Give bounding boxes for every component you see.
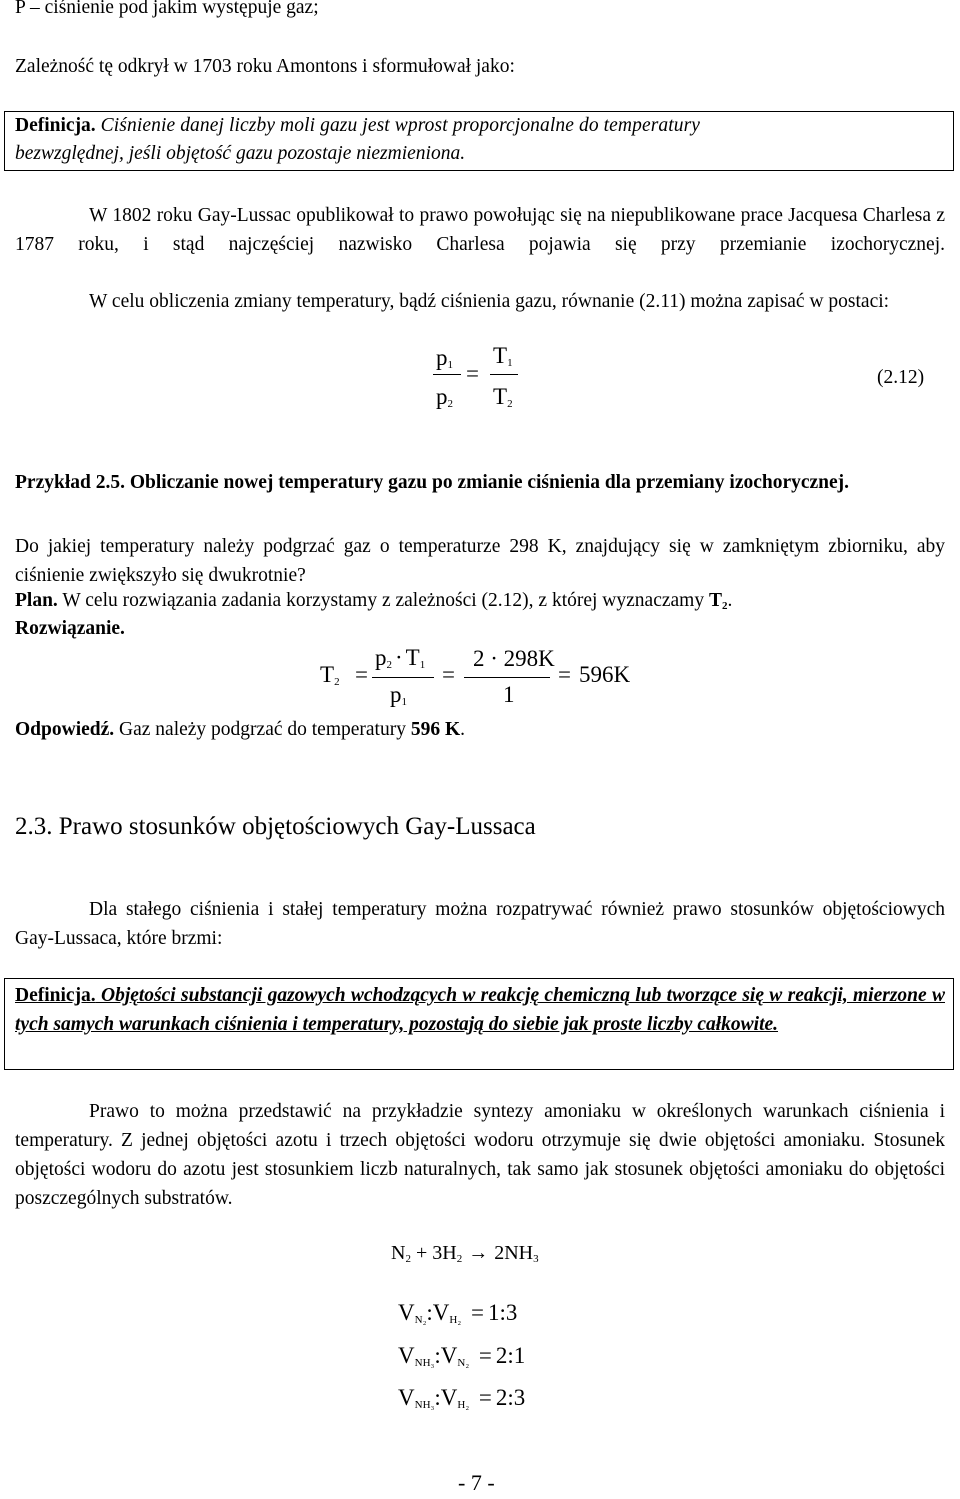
plan-end: . (727, 590, 733, 611)
sol-lhs: T (320, 662, 335, 687)
ratio-row (398, 1384, 525, 1412)
ratio-b-sub: H₂ (449, 1314, 462, 1326)
plan-T-sub: 2 (721, 600, 728, 612)
ratio-b: V (440, 1385, 458, 1410)
sol-num-T-sub: 1 (419, 659, 426, 671)
paragraph-ammonia: Prawo to można przedstawić na przykładzie syntezy amoniaku w określonych warunkach ciśnienia i temperatury. Z jednej objętości azotu i trzech objętości wodoru otrzymuje się dwie objętości amoniaku. Stosunek objętości wodoru do azotu jest stosunkiem liczb naturalnych, tak samo jak stosunek objętości amoniaku do objętości poszczególnych substratów. (15, 1101, 945, 1209)
answer-label: Odpowiedź. (15, 719, 115, 740)
definition-2-text: Objętości substancji gazowych wchodzących w reakcję chemiczną lub tworzące się w reakcji, mierzone w tych samych warunkach ciśnienia i temperatury, pozostają do siebie jak proste liczby całkowite. (15, 985, 945, 1035)
definition-1-text-a: Ciśnienie danej liczby moli gazu jest wprost proporcjonalne do temperatury (95, 115, 701, 136)
ratio-a-sub: NH₃ (414, 1399, 435, 1411)
line-amontons: Zależność tę odkrył w 1703 roku Amontons i sformułował jako: (15, 56, 515, 77)
solution-label: Rozwiązanie. (15, 618, 125, 639)
reaction-n: N (391, 1242, 406, 1264)
sol-fraction-line-1 (372, 677, 434, 678)
ratio-value: 1:3 (487, 1300, 518, 1325)
plan-T: T (708, 590, 722, 611)
ratio-row (398, 1342, 525, 1370)
ratio-sep: : (434, 1343, 441, 1368)
eq12-T1-sub: 1 (507, 357, 513, 369)
eq12-fraction-line-right (490, 374, 518, 375)
reaction-product: 2NH (494, 1242, 534, 1264)
eq12-p2: p (436, 384, 448, 409)
sol-eq-3: = (558, 662, 571, 687)
reaction-equation (391, 1241, 539, 1265)
ratio-sep: : (434, 1385, 441, 1410)
sol-den-p-sub: 1 (401, 696, 407, 708)
plan-line (15, 589, 732, 612)
definition-2-label: Definicja. (15, 985, 96, 1006)
ratio-eq: = (478, 1343, 492, 1368)
paragraph-gay-lussac: W 1802 roku Gay-Lussac opublikował to prawo powołując się na niepublikowane prace Jacquesa Charlesa z 1787 roku, i stąd najczęściej nazwisko Charlesa pojawia się przy przemianie izochorycznej. (15, 205, 945, 255)
plan-label: Plan. (15, 590, 58, 611)
reaction-arrow: → (468, 1242, 489, 1264)
sol-eq-1: = (355, 662, 368, 687)
ratio-eq: = (478, 1385, 492, 1410)
answer-text: Gaz należy podgrzać do temperatury (114, 719, 411, 740)
eq12-p1-sub: 1 (447, 359, 453, 371)
eq12-T2: T (493, 384, 508, 409)
definition-1-text-b: bezwzględnej, jeśli objętość gazu pozostaje niezmieniona. (15, 143, 466, 164)
sol-num-p-sub: 2 (386, 659, 392, 671)
ratio-value: 2:1 (495, 1343, 526, 1368)
ratio-b: V (440, 1343, 458, 1368)
example-question: Do jakiej temperatury należy podgrzać gaz o temperaturze 298 K, znajdujący się w zamkniętym zbiorniku, aby ciśnienie zwiększyło się dwukrotnie? (15, 536, 945, 586)
ratio-a: V (398, 1385, 415, 1410)
sol-lhs-sub: 2 (334, 676, 340, 688)
definition-1-line-a (15, 114, 700, 137)
sol-numerator-1 (375, 644, 425, 672)
eq12-fraction-line-left (433, 374, 461, 375)
ratio-a-sub: NH₃ (414, 1357, 435, 1369)
ratio-a-sub: N₂ (414, 1314, 427, 1326)
page-number: - 7 - (458, 1470, 495, 1495)
answer-line (15, 718, 465, 741)
reaction-h: + 3H (410, 1242, 457, 1264)
section-title: 2.3. Prawo stosunków objętościowych Gay-Lussaca (15, 813, 536, 840)
sol-result: 596K (579, 662, 631, 687)
ratio-b-sub: N₂ (457, 1357, 470, 1369)
paragraph-volume-law-intro: Dla stałego ciśnienia i stałej temperatury można rozpatrywać również prawo stosunków objętościowych Gay-Lussaca, które brzmi: (15, 899, 945, 949)
ratio-a: V (398, 1300, 415, 1325)
answer-end: . (460, 719, 466, 740)
sol-den-p: p (390, 682, 402, 707)
ratio-b-sub: H₂ (457, 1399, 470, 1411)
ratio-eq: = (470, 1300, 484, 1325)
paragraph-calc-intro: W celu obliczenia zmiany temperatury, bądź ciśnienia gazu, równanie (2.11) można zapisać w postaci: (89, 291, 890, 312)
ratio-b: V (432, 1300, 450, 1325)
eq12-equals: = (466, 361, 479, 386)
answer-value: 596 K (410, 719, 461, 740)
example-heading: Przykład 2.5. Obliczanie nowej temperatury gazu po zmianie ciśnienia dla przemiany izochorycznej. (15, 472, 850, 493)
eq12-T1: T (493, 343, 508, 368)
eq12-p2-sub: 2 (447, 398, 453, 410)
sol-fraction-line-2 (464, 677, 550, 678)
sol-num-dot: · (395, 645, 403, 670)
eq12-label: (2.12) (877, 367, 925, 388)
reaction-n-sub: 2 (405, 1253, 411, 1265)
ratio-row (398, 1299, 517, 1327)
eq12-p1: p (436, 345, 448, 370)
sol-numerator-2: 2 · 298K (473, 646, 555, 671)
ratio-value: 2:3 (495, 1385, 526, 1410)
line-pressure-desc: P – ciśnienie pod jakim występuje gaz; (15, 0, 319, 18)
definition-2 (15, 981, 945, 1039)
definition-1-line-b (15, 142, 465, 165)
ratio-sep: : (426, 1300, 433, 1325)
sol-denominator-2: 1 (503, 682, 515, 707)
eq12-T2-sub: 2 (507, 398, 513, 410)
sol-denominator-1 (390, 681, 407, 709)
sol-num-T: T (405, 645, 420, 670)
reaction-product-sub: 3 (533, 1253, 539, 1265)
sol-eq-2: = (442, 662, 455, 687)
ratio-a: V (398, 1343, 415, 1368)
sol-num-p: p (375, 645, 387, 670)
plan-text: W celu rozwiązania zadania korzystamy z zależności (2.12), z której wyznaczamy (57, 590, 709, 611)
definition-1-label: Definicja. (15, 115, 96, 136)
reaction-h-sub: 2 (456, 1253, 463, 1265)
